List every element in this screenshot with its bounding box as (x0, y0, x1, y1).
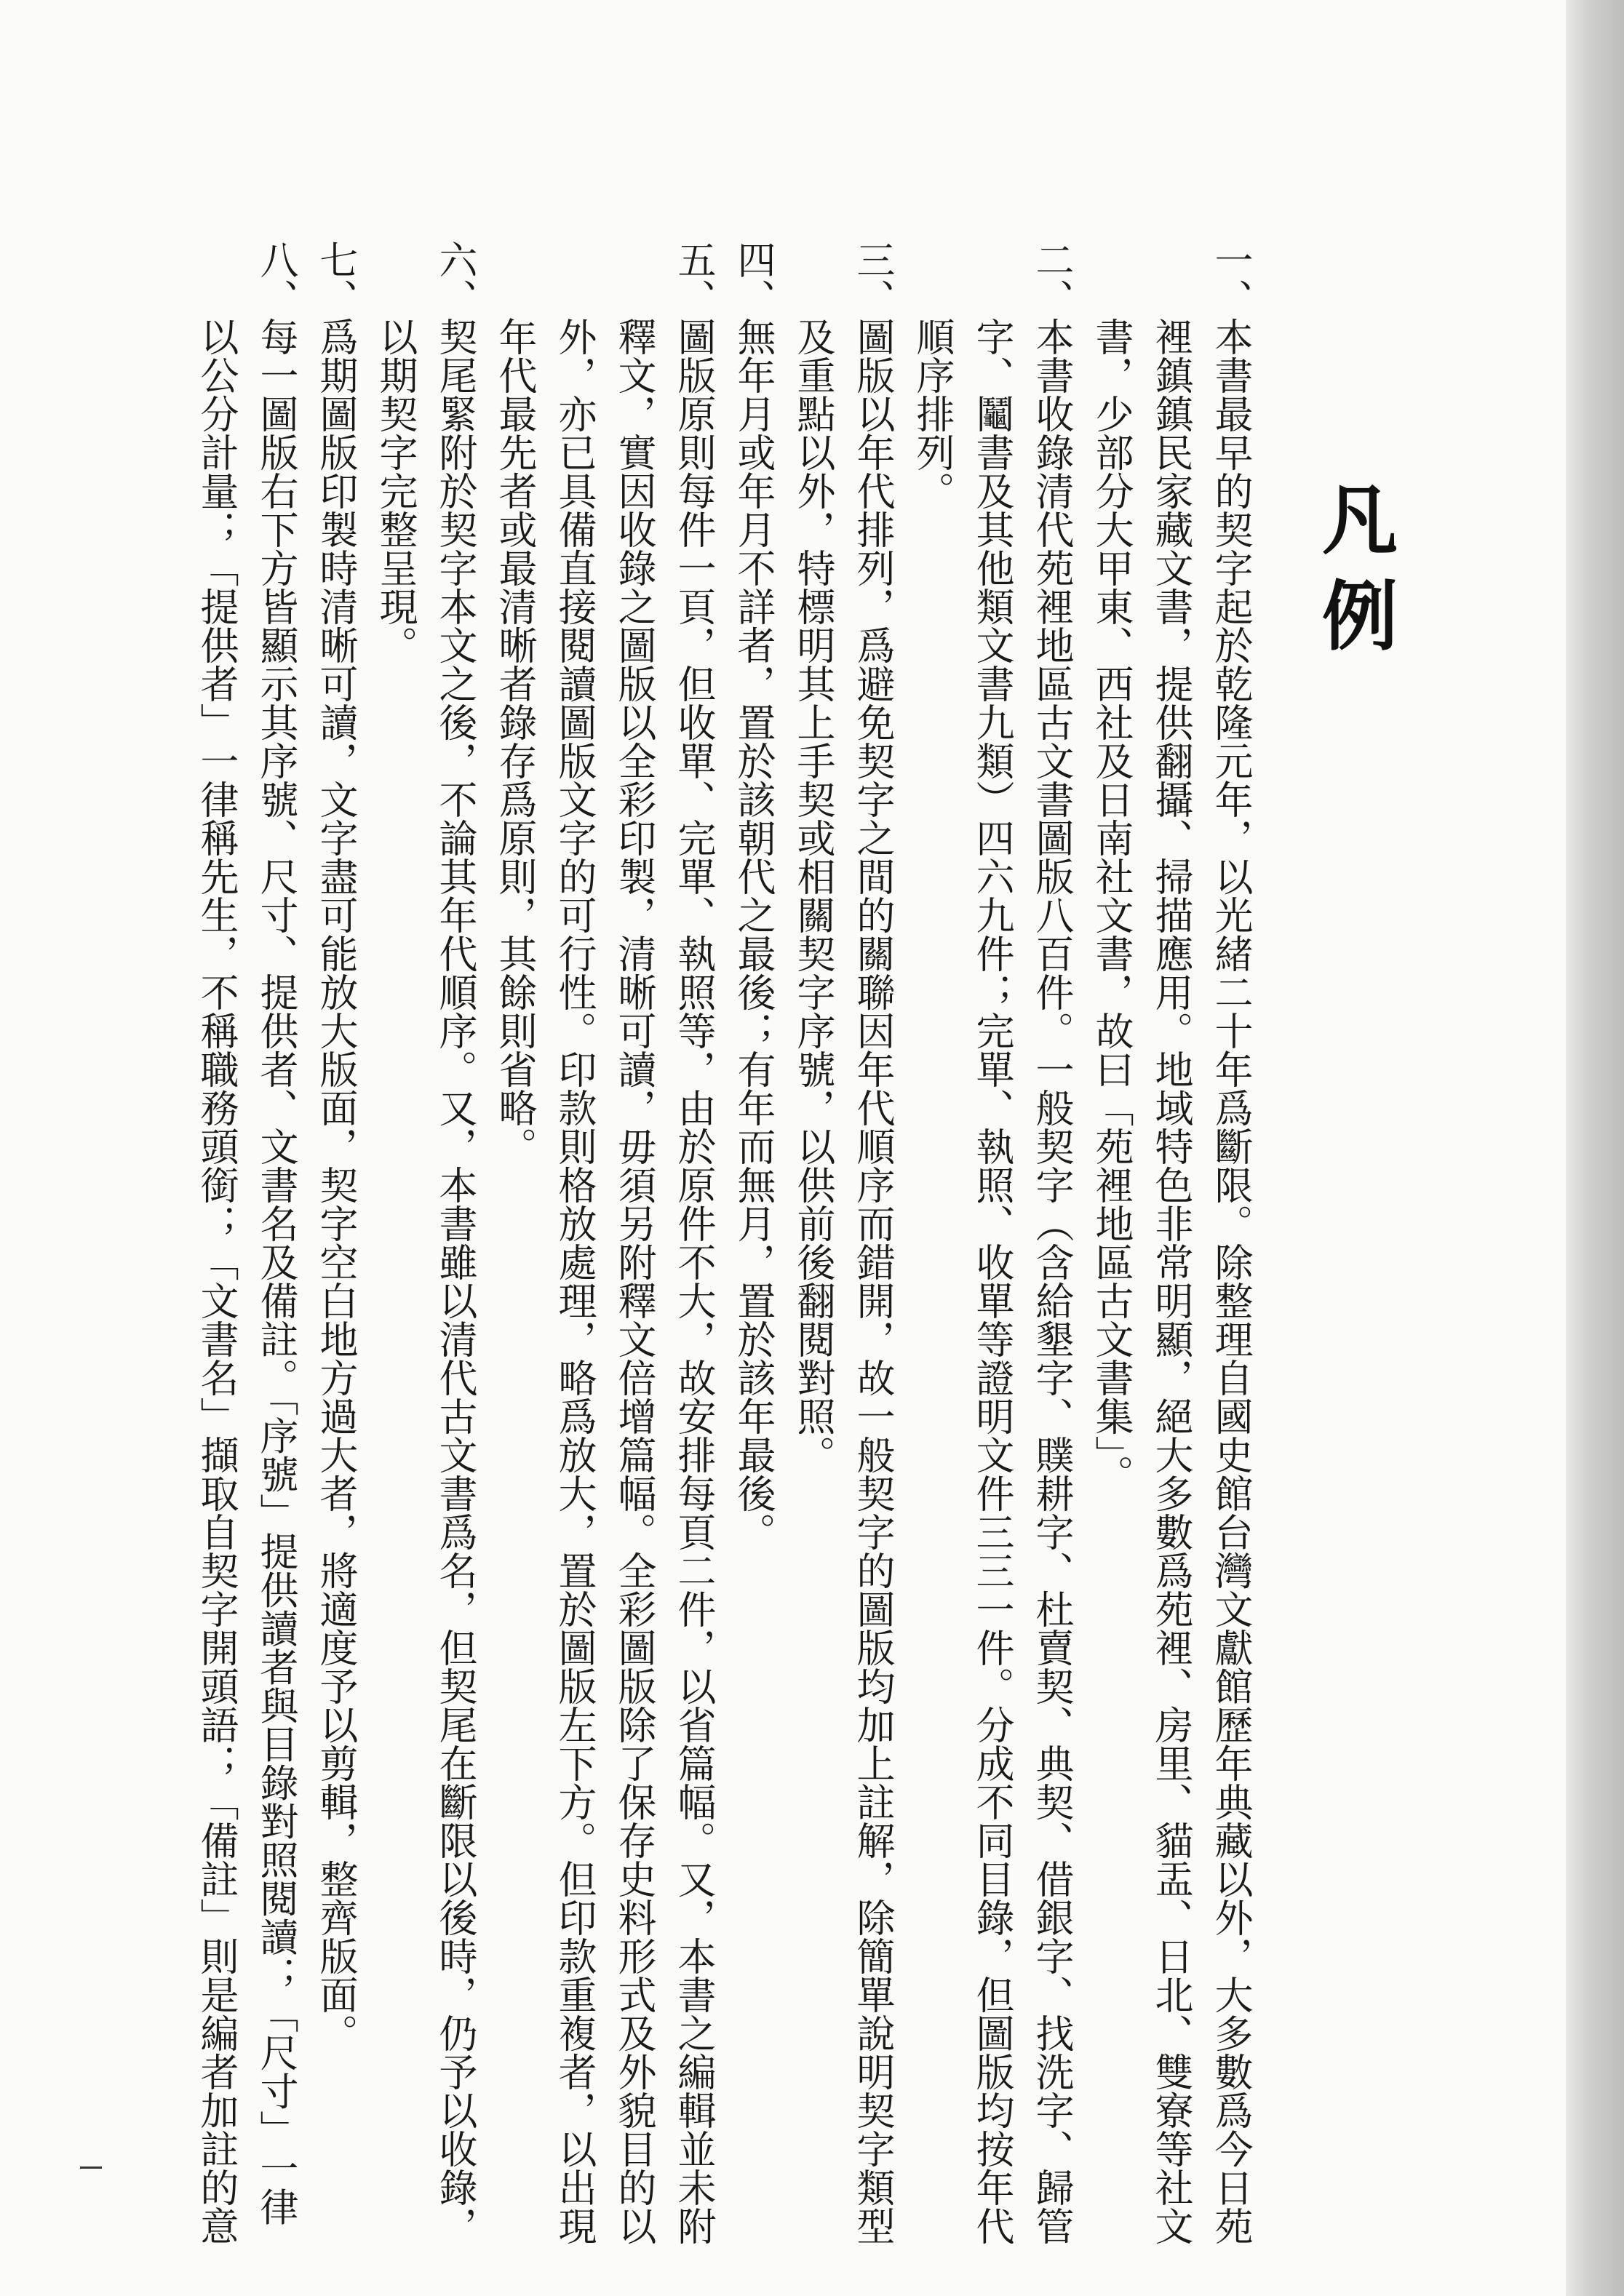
guideline-line: 五、圖版原則每件一頁，但收單、完單、執照等，由於原件不大，故安排每頁二件，以省篇幅。又，本書之編輯並未附 (672, 240, 716, 2245)
guideline-item (1081, 240, 1260, 2245)
guideline-item (723, 240, 783, 2146)
page-title: 凡例 (1309, 480, 1398, 672)
guideline-item (902, 240, 1081, 2245)
guideline-line: 字、鬮書及其他類文書九類）四六九件；完單、執照、收單等證明文件三三一件。分成不同目錄，但圖版均按年代 (970, 317, 1014, 2245)
guideline-line: 裡鎮鎮民家藏文書，提供翻攝、掃描應用。地域特色非常明顯，絕大多數爲苑裡、房里、貓盂、日北、雙寮等社文 (1149, 317, 1193, 2245)
margin-mark (80, 2167, 102, 2169)
guideline-line: 六、契尾緊附於契字本文之後，不論其年代順序。又，本書雖以清代古文書爲名，但契尾在斷限以後時，仍予以收錄， (433, 240, 477, 2245)
guideline-line: 以公分計量；「提供者」一律稱先生，不稱職務頭銜；「文書名」擷取自契字開頭語；「備註」則是編者加註的意 (194, 317, 239, 2245)
guidelines-body (186, 240, 1260, 2245)
guideline-line: 及重點以外，特標明其上手契或相關契字序號，以供前後翻閱對照。 (791, 317, 835, 1474)
guideline-line: 順序排列。 (910, 317, 955, 510)
guideline-line: 七、爲期圖版印製時清晰可讀，文字盡可能放大版面，契字空白地方過大者，將適度予以剪輯，整齊版面。 (314, 240, 358, 2052)
guideline-line: 八、每一圖版右下方皆顯示其序號、尺寸、提供者、文書名及備註。「序號」提供讀者與目錄對照閱讀；「尺寸」一律 (254, 240, 298, 2226)
guideline-line: 以期契字完整呈現。 (373, 317, 418, 664)
guideline-line: 四、無年月或年月不詳者，置於該朝代之最後；有年而無月，置於該年最後。 (731, 240, 776, 1551)
guideline-line: 年代最先者或最清晰者錄存爲原則，其餘則省略。 (493, 317, 537, 1165)
guideline-line: 外，亦已具備直接閱讀圖版文字的可行性。印款則格放處理，略爲放大，置於圖版左下方。但印款重複者，以出現 (552, 317, 597, 2245)
guideline-item (186, 240, 306, 2245)
page-edge-shadow (1566, 0, 1624, 2296)
guideline-line: 二、本書收錄清代苑裡地區古文書圖版八百件。一般契字（含給墾字、贌耕字、杜賣契、典契、借銀字、找洗字、歸管 (1030, 240, 1074, 2245)
guideline-item (485, 240, 723, 2245)
guideline-line: 三、圖版以年代排列，爲避免契字之間的關聯因年代順序而錯開，故一般契字的圖版均加上註解，除簡單說明契字類型 (851, 240, 895, 2245)
guideline-item (783, 240, 902, 2245)
guideline-line: 書，少部分大甲東、西社及日南社文書，故曰「苑裡地區古文書集」。 (1089, 317, 1134, 1494)
guideline-line: 釋文，實因收錄之圖版以全彩印製，清晰可讀，毋須另附釋文倍增篇幅。全彩圖版除了保存史料形式及外貌目的以 (612, 317, 656, 2245)
guideline-line: 一、本書最早的契字起於乾隆元年，以光緒二十年爲斷限。除整理自國史館台灣文獻館歷年典藏以外，大多數爲今日苑 (1209, 240, 1253, 2245)
guideline-item (365, 240, 485, 2245)
guideline-item (306, 240, 365, 2146)
